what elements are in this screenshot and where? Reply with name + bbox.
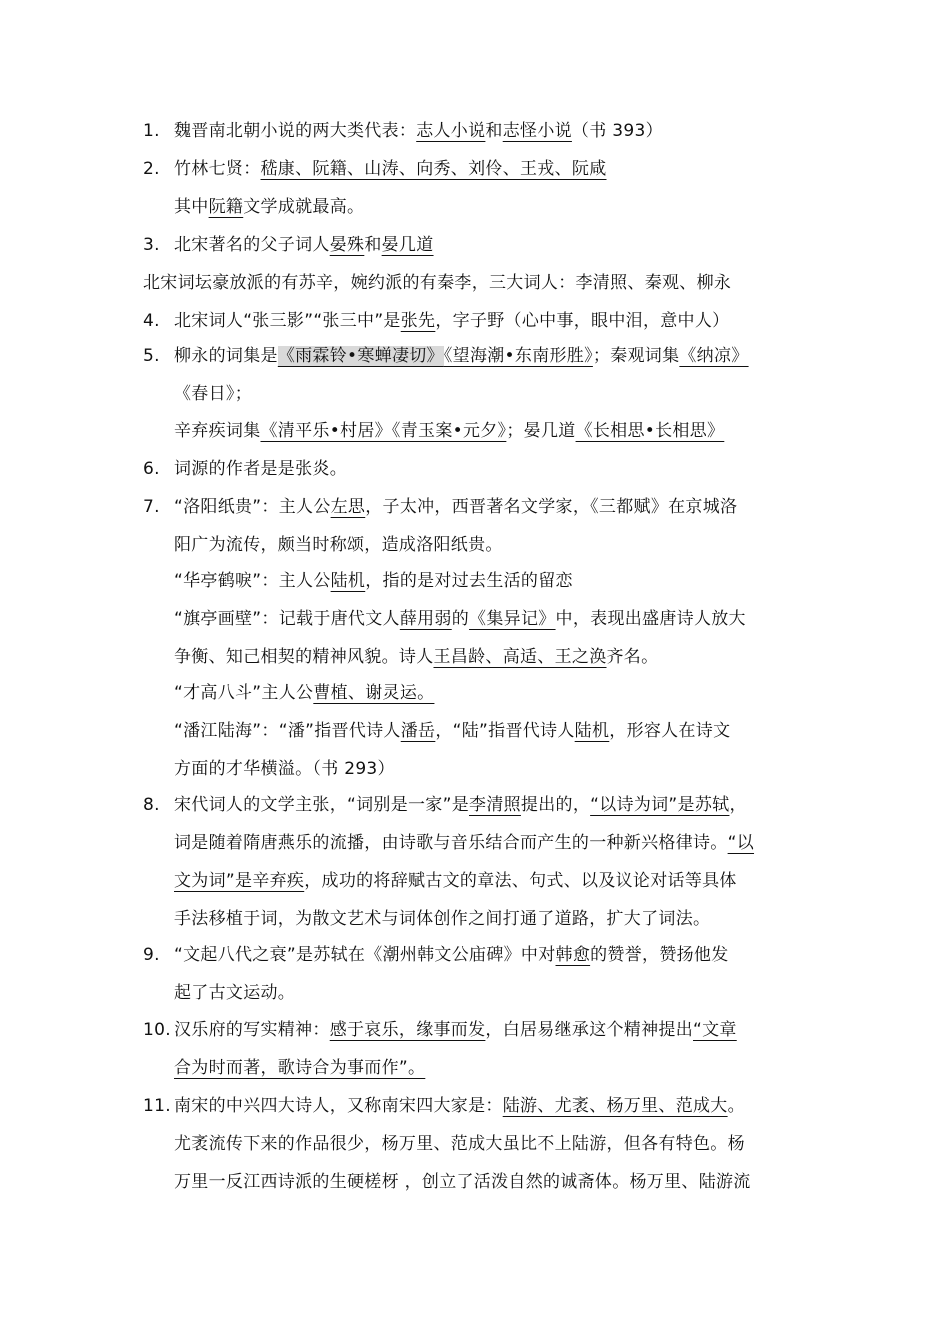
text-line [174,1133,745,1157]
underlined-answer: 《望海潮•东南形胜》 [443,346,593,366]
underlined-answer: 陆游、尤袤、杨万里、范成大 [502,1096,728,1116]
text-segment: “华亭鹤唳”：主人公 [174,571,331,591]
text-segment: 南宋的中兴四大诗人，又称南宋四大家是： [174,1096,503,1116]
text-segment: 汉乐府的写实精神： [174,1020,330,1040]
text-segment: ，白居易继承这个精神提出 [485,1020,694,1040]
item-number: 8. [143,795,160,815]
item-number: 4. [143,311,160,331]
text-segment: 词是随着隋唐燕乐的流播，由诗歌与音乐结合而产生的一种新兴格律诗。 [174,833,728,853]
text-line [174,1171,751,1195]
underlined-answer: 文为词”是辛弃疾 [174,871,305,891]
text-segment: “旗亭画壁”：记载于唐代文人 [174,609,400,629]
text-segment: 齐名。 [606,647,659,667]
underlined-answer: 《雨霖铃•寒蝉凄切》 [277,346,444,366]
text-line [174,534,503,558]
text-segment: ；秦观词集 [592,346,680,366]
text-segment: 宋代词人的文学主张，“词别是一家”是 [174,795,470,815]
text-line [143,272,731,296]
text-segment: ，成功的将辞赋古文的章法、句式、以及议论对话等具体 [304,871,737,891]
text-segment: 尤袤流传下来的作品很少，杨万里、范成大虽比不上陆游，但各有特色。杨 [174,1134,745,1154]
text-line [174,1057,425,1081]
text-line [174,196,364,220]
underlined-answer: 潘岳 [400,721,436,741]
text-segment: 竹林七贤： [174,159,261,179]
text-segment: ，字子野（心中事，眼中泪，意中人） [435,311,730,331]
text-line [143,1019,737,1043]
text-segment: 辛弃疾词集 [174,421,261,441]
text-line [174,646,658,670]
text-segment: 文学成就最高。 [243,197,365,217]
text-segment: 的 [451,609,470,629]
underlined-answer: 李清照 [469,795,521,815]
text-segment: 魏晋南北朝小说的两大类代表： [174,121,417,141]
item-number: 9. [143,945,160,965]
text-line [174,720,730,744]
item-number: 2. [143,159,160,179]
text-segment: 万里一反江西诗派的生硬槎枒 ，创立了活泼自然的诚斋体。杨万里、陆游流 [174,1172,751,1192]
text-segment: ，指的是对过去生活的留恋 [365,571,573,591]
underlined-answer: 王昌龄、高适、王之涣 [433,647,607,667]
text-segment: 。 [727,1096,745,1116]
item-number: 11. [143,1096,171,1116]
underlined-answer: 张先 [400,311,436,331]
text-segment: 柳永的词集是 [174,346,278,366]
underlined-answer: 韩愈 [555,945,591,965]
underlined-answer: 《长相思•长相思》 [575,421,725,441]
text-segment: 的赞誉，赞扬他发 [590,945,729,965]
item-number: 1. [143,121,160,141]
text-segment: 北宋词坛豪放派的有苏辛，婉约派的有秦李，三大词人：李清照、秦观、柳永 [143,273,732,293]
item-number: 5. [143,346,160,366]
text-segment: “才高八斗”主人公 [174,683,314,703]
text-line [143,345,749,369]
underlined-answer: 晏几道 [381,235,434,255]
text-segment: 提出的， [520,795,591,815]
text-segment: “潘江陆海”：“潘”指晋代诗人 [174,721,401,741]
text-line [143,120,663,144]
text-line [174,383,252,407]
underlined-answer: 感于哀乐，缘事而发 [329,1020,486,1040]
underlined-answer: 阮籍 [208,197,244,217]
item-number: 3. [143,235,160,255]
item-number: 10. [143,1020,171,1040]
text-line [143,496,738,520]
text-segment: ；晏几道 [506,421,576,441]
text-segment: 手法移植于词，为散文艺术与词体创作之间打通了道路，扩大了词法。 [174,909,711,929]
text-line [174,908,710,932]
text-segment: （书 393） [571,121,663,141]
text-segment: 和 [485,121,503,141]
underlined-answer: 合为时而著，歌诗合为事而作”。 [174,1058,426,1078]
text-line [143,944,729,968]
text-line [143,310,730,334]
underlined-answer: “文章 [693,1020,737,1040]
underlined-answer: 曹植、谢灵运。 [313,683,435,703]
underlined-answer: 陆机 [574,721,610,741]
text-line [174,982,295,1006]
underlined-answer: 薛用弱 [399,609,452,629]
underlined-answer: 左思 [330,497,366,517]
text-line [143,158,607,182]
text-line [143,1095,745,1119]
text-segment: 争衡、知己相契的精神风貌。诗人 [174,647,434,667]
underlined-answer: 《清平乐•村居》《青玉案•元夕》 [260,421,507,441]
underlined-answer: 晏殊 [329,235,365,255]
text-line [174,682,434,706]
text-segment: 北宋著名的父子词人 [174,235,330,255]
text-segment: 北宋词人“张三影”“张三中”是 [174,311,401,331]
text-line [143,794,747,818]
text-line [174,758,395,782]
underlined-answer: 《纳凉》 [679,346,749,366]
underlined-answer: 嵇康、阮籍、山涛、向秀、刘伶、王戎、阮咸 [260,159,607,179]
text-line [174,870,737,894]
underlined-answer: 志怪小说 [502,121,572,141]
underlined-answer: 陆机 [330,571,366,591]
underlined-answer: 志人小说 [416,121,486,141]
text-line [174,570,573,594]
text-segment: 方面的才华横溢。（书 293） [174,759,395,779]
text-segment: 其中 [174,197,209,217]
text-segment: 《春日》 [174,384,235,404]
text-line [174,420,724,444]
underlined-answer: “以诗为词”是苏轼 [590,795,730,815]
underlined-answer: “以 [727,833,755,853]
item-number: 6. [143,459,160,479]
text-segment: 和 [364,235,382,255]
text-segment: 阳广为流传，颇当时称颂，造成洛阳纸贵。 [174,535,503,555]
text-line [143,458,347,482]
text-segment: “洛阳纸贵”：主人公 [174,497,331,517]
text-line [174,608,746,632]
text-line [174,832,754,856]
underlined-answer: 《集异记》 [469,609,556,629]
text-segment: 词源的作者是是张炎。 [174,459,347,479]
text-segment: ； [234,384,253,404]
text-segment: 中，表现出盛唐诗人放大 [555,609,746,629]
text-line [143,234,434,258]
text-segment: 起了古文运动。 [174,983,296,1003]
text-segment: “文起八代之衰”是苏轼在《潮州韩文公庙碑》中对 [174,945,556,965]
text-segment: ， [729,795,747,815]
text-segment: ，“陆”指晋代诗人 [435,721,575,741]
text-segment: ，子太冲，西晋著名文学家，《三都赋》在京城洛 [365,497,738,517]
item-number: 7. [143,497,160,517]
text-segment: ，形容人在诗文 [609,721,731,741]
